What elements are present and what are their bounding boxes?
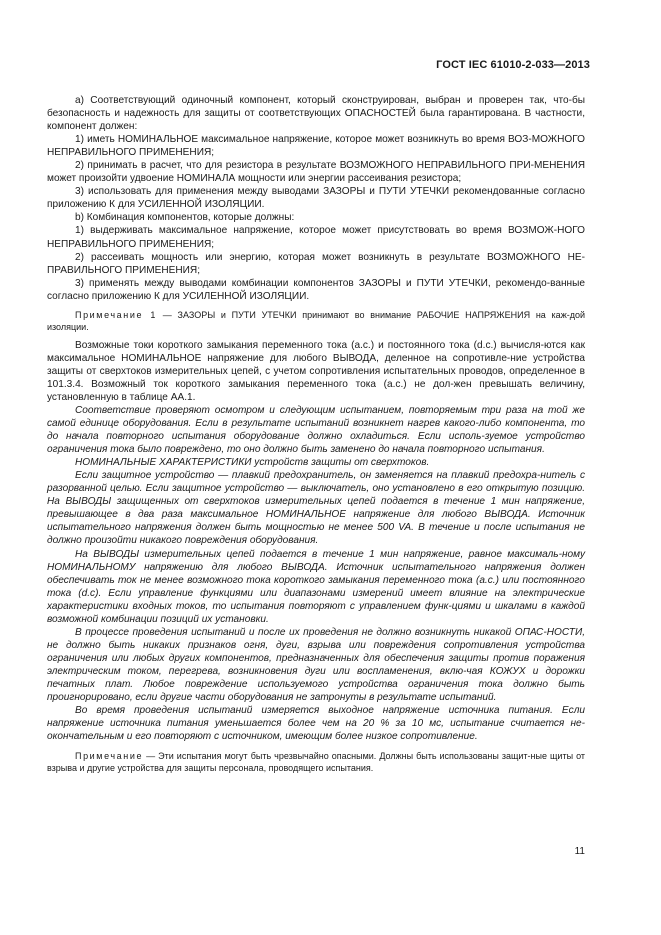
note-1-text: — ЗАЗОРЫ и ПУТИ УТЕЧКИ принимают во внимание РАБОЧИЕ НАПРЯЖЕНИЯ на каж-дой изоляции. — [47, 309, 585, 332]
paragraph-no-hazard: В процессе проведения испытаний и после их проведения не должно возникнуть никакой ОПАС-НОСТИ, не должно быть никаких признаков огня, дуги, взрыва или повреждения сопротивления устройства ограничения или любых других компонентов, предназначенных для обеспечения защиты против поражения электрическим током, перегрева, возникновения дуги или воспламенения, вклю-чая КОЖУХ и дорожки печатных плат. Любое повреждение используемого устройства ограничения тока должно быть проигнорировано, если другие части оборудования не затронуты в результате испытаний. — [47, 626, 585, 704]
paragraph-ratings: НОМИНАЛЬНЫЕ ХАРАКТЕРИСТИКИ устройств защиты от сверхтоков. — [75, 457, 430, 469]
note-1 — [47, 309, 585, 333]
paragraph-terminals: На ВЫВОДЫ измерительных цепей подается в течение 1 мин напряжение, равное максималь-ному НОМИНАЛЬНОМУ напряжению для любого ВЫВОДА. Источник испытательного напряжения должен обеспечивать ток не менее возможного тока короткого замыкания переменного тока (a.c.) или постоянного тока (d.c). Если управление функциями или диапазонами измерений имеет влияние на электрические характеристики входных токов, то испытания повторяют с управлением функ-циями и шкалами в каждой возможной комбинации позиций их установки. — [47, 548, 585, 625]
note-2-label: Примечание — [75, 751, 144, 762]
note-2 — [47, 750, 585, 774]
paragraph-compliance: Соответствие проверяют осмотром и следующим испытанием, повторяемым три раза на той же самой единице оборудования. Если в результате испытаний возникнет нагрев какого-либо компонента, то до начала повторного испытания оборудование должно охладиться. Если исполь-зуемое устройство ограничения тока было повреждено, то оно должно быть заменено до начала повторного испытания. — [47, 404, 585, 456]
paragraph-a: а) Соответствующий одиночный компонент, который сконструирован, выбран и проверен так, что-бы безопасность и надежность для защиты от соответствующих ОПАСНОСТЕЙ была гарантирована. В частности, компонент должен: — [47, 95, 585, 133]
paragraph-a1: 1) иметь НОМИНАЛЬНОЕ максимальное напряжение, которое может возникнуть во время ВОЗ-МОЖНОГО НЕПРАВИЛЬНОГО ПРИМЕНЕНИЯ; — [47, 134, 585, 159]
paragraph-b: b) Комбинация компонентов, которые должны: — [75, 212, 295, 224]
paragraph-b3: 3) применять между выводами комбинации компонентов ЗАЗОРЫ и ПУТИ УТЕЧКИ, рекомендо-ванные согласно приложению К для УСИЛЕННОЙ ИЗОЛЯЦИИ. — [47, 277, 585, 302]
paragraph-a3: 3) использовать для применения между выводами ЗАЗОРЫ и ПУТИ УТЕЧКИ рекомендованные согласно приложению К для УСИЛЕННОЙ ИЗОЛЯЦИИ. — [47, 186, 585, 211]
note-1-label: Примечание 1 — [75, 309, 158, 320]
paragraph-fuse: Если защитное устройство — плавкий предохранитель, он заменяется на плавкий предохра-нитель с разорванной целью. Если защитное устройство — выключатель, оно установлено в его открытую позицию. На ВЫВОДЫ защищенных от сверхтоков измерительных цепей подается в течение 1 мин напряжение, превышающее в два раза максимальное НОМИНАЛЬНОЕ напряжение для любого ВЫВОДА. Источник испытательного напряжения должен быть мощностью не менее 500 VA. В течение и после испытания не должно произойти никакого повреждения оборудования. — [47, 470, 585, 547]
paragraph-b2: 2) рассеивать мощность или энергию, которая может возникнуть в результате ВОЗМОЖНОГО НЕ-ПРАВИЛЬНОГО ПРИМЕНЕНИЯ; — [47, 251, 585, 276]
note-2-text: — Эти испытания могут быть чрезвычайно опасными. Должны быть использованы защит-ные щиты от взрыва и другие устройства для защиты персонала, проводящего испытания. — [47, 751, 585, 774]
paragraph-a2: 2) принимать в расчет, что для резистора в результате ВОЗМОЖНОГО НЕПРАВИЛЬНОГО ПРИ-МЕНЕНИЯ может произойти удвоение НОМИНАЛА мощности или энергии рассеивания резистора; — [47, 160, 585, 185]
paragraph-voltage-measure: Во время проведения испытаний измеряется выходное напряжение источника питания. Если напряжение источника питания уменьшается более чем на 20 % за 10 мс, испытание считается не-окончательным и его повторяют с источником, имеющим более низкое сопротивление. — [47, 705, 585, 743]
page-number: 11 — [574, 846, 585, 857]
standard-header: ГОСТ IEC 61010-2-033—2013 — [436, 59, 590, 71]
paragraph-b1: 1) выдерживать максимальное напряжение, которое может присутствовать во время ВОЗМОЖ-НОГО НЕПРАВИЛЬНОГО ПРИМЕНЕНИЯ; — [47, 225, 585, 250]
paragraph-short-circuit: Возможные токи короткого замыкания переменного тока (a.c.) и постоянного тока (d.c.) вычисля-ются как максимальное НОМИНАЛЬНОЕ напряжение для любого ВЫВОДА, деленное на сопротивле-ние устройства защиты от сверхтоков измерительных цепей, с учетом сопротивления испытательных проводов, определенное в 101.3.4. Возможный ток короткого замыкания переменного тока (а.с.) не дол-жен превышать величину, установленную в таблице AA.1. — [47, 339, 585, 403]
document-body — [47, 94, 585, 780]
